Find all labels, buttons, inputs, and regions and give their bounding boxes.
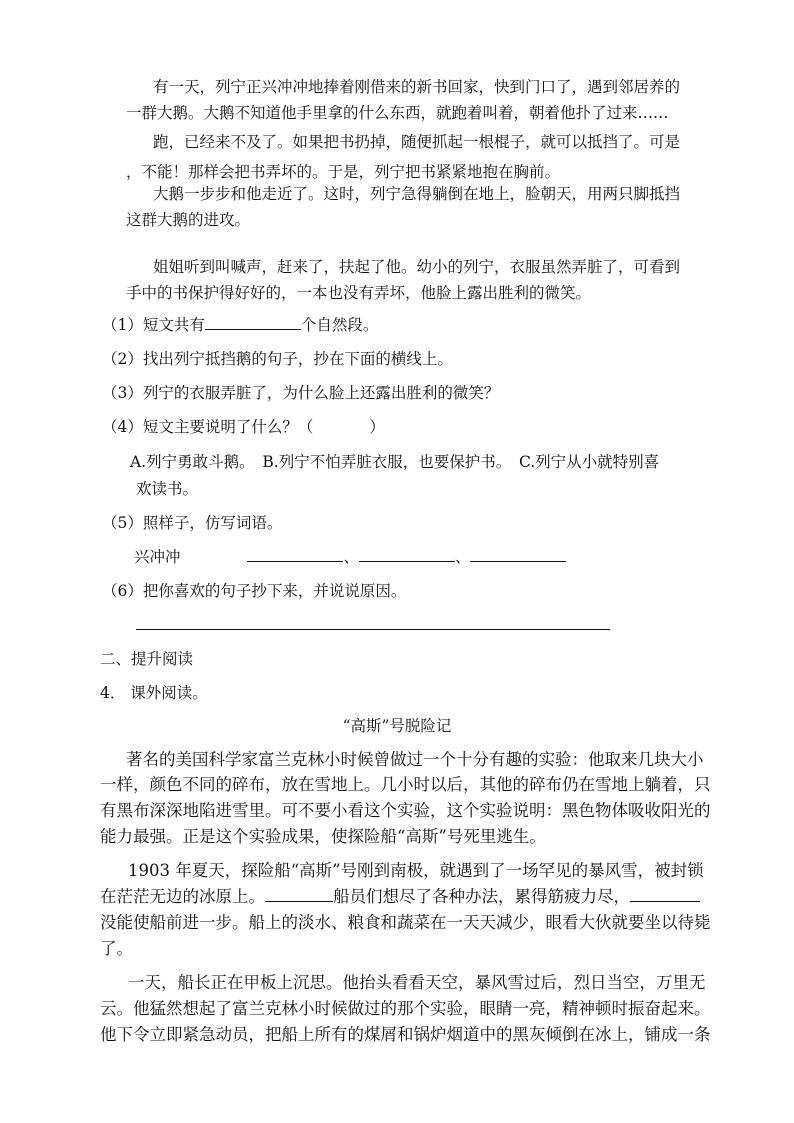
question-4-options-cont: 欢读书。 <box>136 480 199 498</box>
article-line: 一样，颜色不同的碎布，放在雪地上。几小时以后，其他的碎布仍在雪地上躺着，只 <box>100 775 711 794</box>
article-line: 能力最强。正是这个实验成果，使探险船“高斯”号死里逃生。 <box>100 827 546 846</box>
text-line: 大鹅一步步和他走近了。这时，列宁急得躺倒在地上，脸朝天，用两只脚抵挡 <box>153 185 681 203</box>
article-line: 一天，船长正在甲板上沉思。他抬头看看天空，暴风雪过后，烈日当空，万里无 <box>128 973 706 992</box>
text-line: 姐姐听到叫喊声，赶来了，扶起了他。幼小的列宁，衣服虽然弄脏了，可看到 <box>153 258 681 276</box>
separator: 、 <box>343 548 359 566</box>
question-5: （5）照样子，仿写词语。 <box>102 514 283 532</box>
article-text: 船员们想尽了各种办法，累得筋疲力尽， <box>333 887 630 906</box>
word-blank-1[interactable] <box>247 547 343 562</box>
article-line: 著名的美国科学家富兰克林小时候曾做过一个十分有趣的实验：他取来几块大小 <box>126 750 704 769</box>
word-blank-2[interactable] <box>359 547 455 562</box>
text-line: 有一天，列宁正兴冲冲地捧着刚借来的新书回家，快到门口了，遇到邻居养的 <box>153 78 681 96</box>
article-title: “高斯”号脱险记 <box>342 717 452 735</box>
section-heading: 二、提升阅读 <box>100 650 194 668</box>
article-text: 在茫茫无边的冰原上。 <box>100 887 265 906</box>
question-4-prefix: （4）短文主要说明了什么？（ <box>102 418 314 436</box>
question-1-suffix: 个自然段。 <box>300 316 379 334</box>
article-line: 云。他猛然想起了富兰克林小时候做过的那个实验，眼睛一亮，精神顿时振奋起来。 <box>100 999 711 1018</box>
fill-blank-1[interactable] <box>265 887 333 902</box>
article-line: 没能使船前进一步。船上的淡水、粮食和蔬菜在一天天减少，眼看大伙就要坐以待毙 <box>100 913 711 932</box>
text-line: 一群大鹅。大鹅不知道他手里拿的什么东西，就跑着叫着，朝着他扑了过来…… <box>126 104 669 122</box>
question-4-options: A.列宁勇敢斗鹅。 B.列宁不怕弄脏衣服，也要保护书。 C.列宁从小就特别喜 <box>130 453 660 471</box>
word-blank-3[interactable] <box>470 547 566 562</box>
text-line: 跑，已经来不及了。如果把书扔掉，随便抓起一根棍子，就可以抵挡了。可是 <box>153 133 681 151</box>
question-1 <box>102 314 378 336</box>
question-6: （6）把你喜欢的句子抄下来，并说说原因。 <box>102 582 407 600</box>
text-line: ，不能！那样会把书弄坏的。于是，列宁把书紧紧地抱在胸前。 <box>126 163 561 181</box>
question-5-example-row <box>134 546 566 568</box>
question-4-suffix: ） <box>369 418 385 436</box>
article-line: 1903 年夏天，探险船“高斯”号刚到南极，就遇到了一场罕见的暴风雪，被封锁 <box>128 861 704 880</box>
text-line: 手中的书保护得好好的，一本也没有弄坏，他脸上露出胜利的微笑。 <box>126 284 592 302</box>
question-1-prefix: （1）短文共有 <box>102 316 205 334</box>
item-label: 4． 课外阅读。 <box>100 684 208 702</box>
example-word: 兴冲冲 <box>134 548 181 566</box>
question-4 <box>102 416 385 438</box>
fill-blank-2[interactable] <box>630 887 700 902</box>
question-2: （2）找出列宁抵挡鹅的句子，抄在下面的横线上。 <box>102 350 453 368</box>
separator: 、 <box>454 548 471 566</box>
question-3: （3）列宁的衣服弄脏了，为什么脸上还露出胜利的微笑？ <box>102 384 500 402</box>
article-line: 了。 <box>100 939 133 958</box>
text-line: 这群大鹅的进攻。 <box>126 211 251 229</box>
article-line-with-blanks <box>100 883 700 911</box>
article-line: 他下令立即紧急动员，把船上所有的煤屑和锅炉烟道中的黑灰倾倒在冰上，铺成一条 <box>100 1025 711 1044</box>
answer-blank[interactable] <box>205 315 301 330</box>
article-line: 有黑布深深地陷进雪里。可不要小看这个实验，这个实验说明：黑色物体吸收阳光的 <box>100 801 711 820</box>
answer-line[interactable] <box>136 629 610 630</box>
